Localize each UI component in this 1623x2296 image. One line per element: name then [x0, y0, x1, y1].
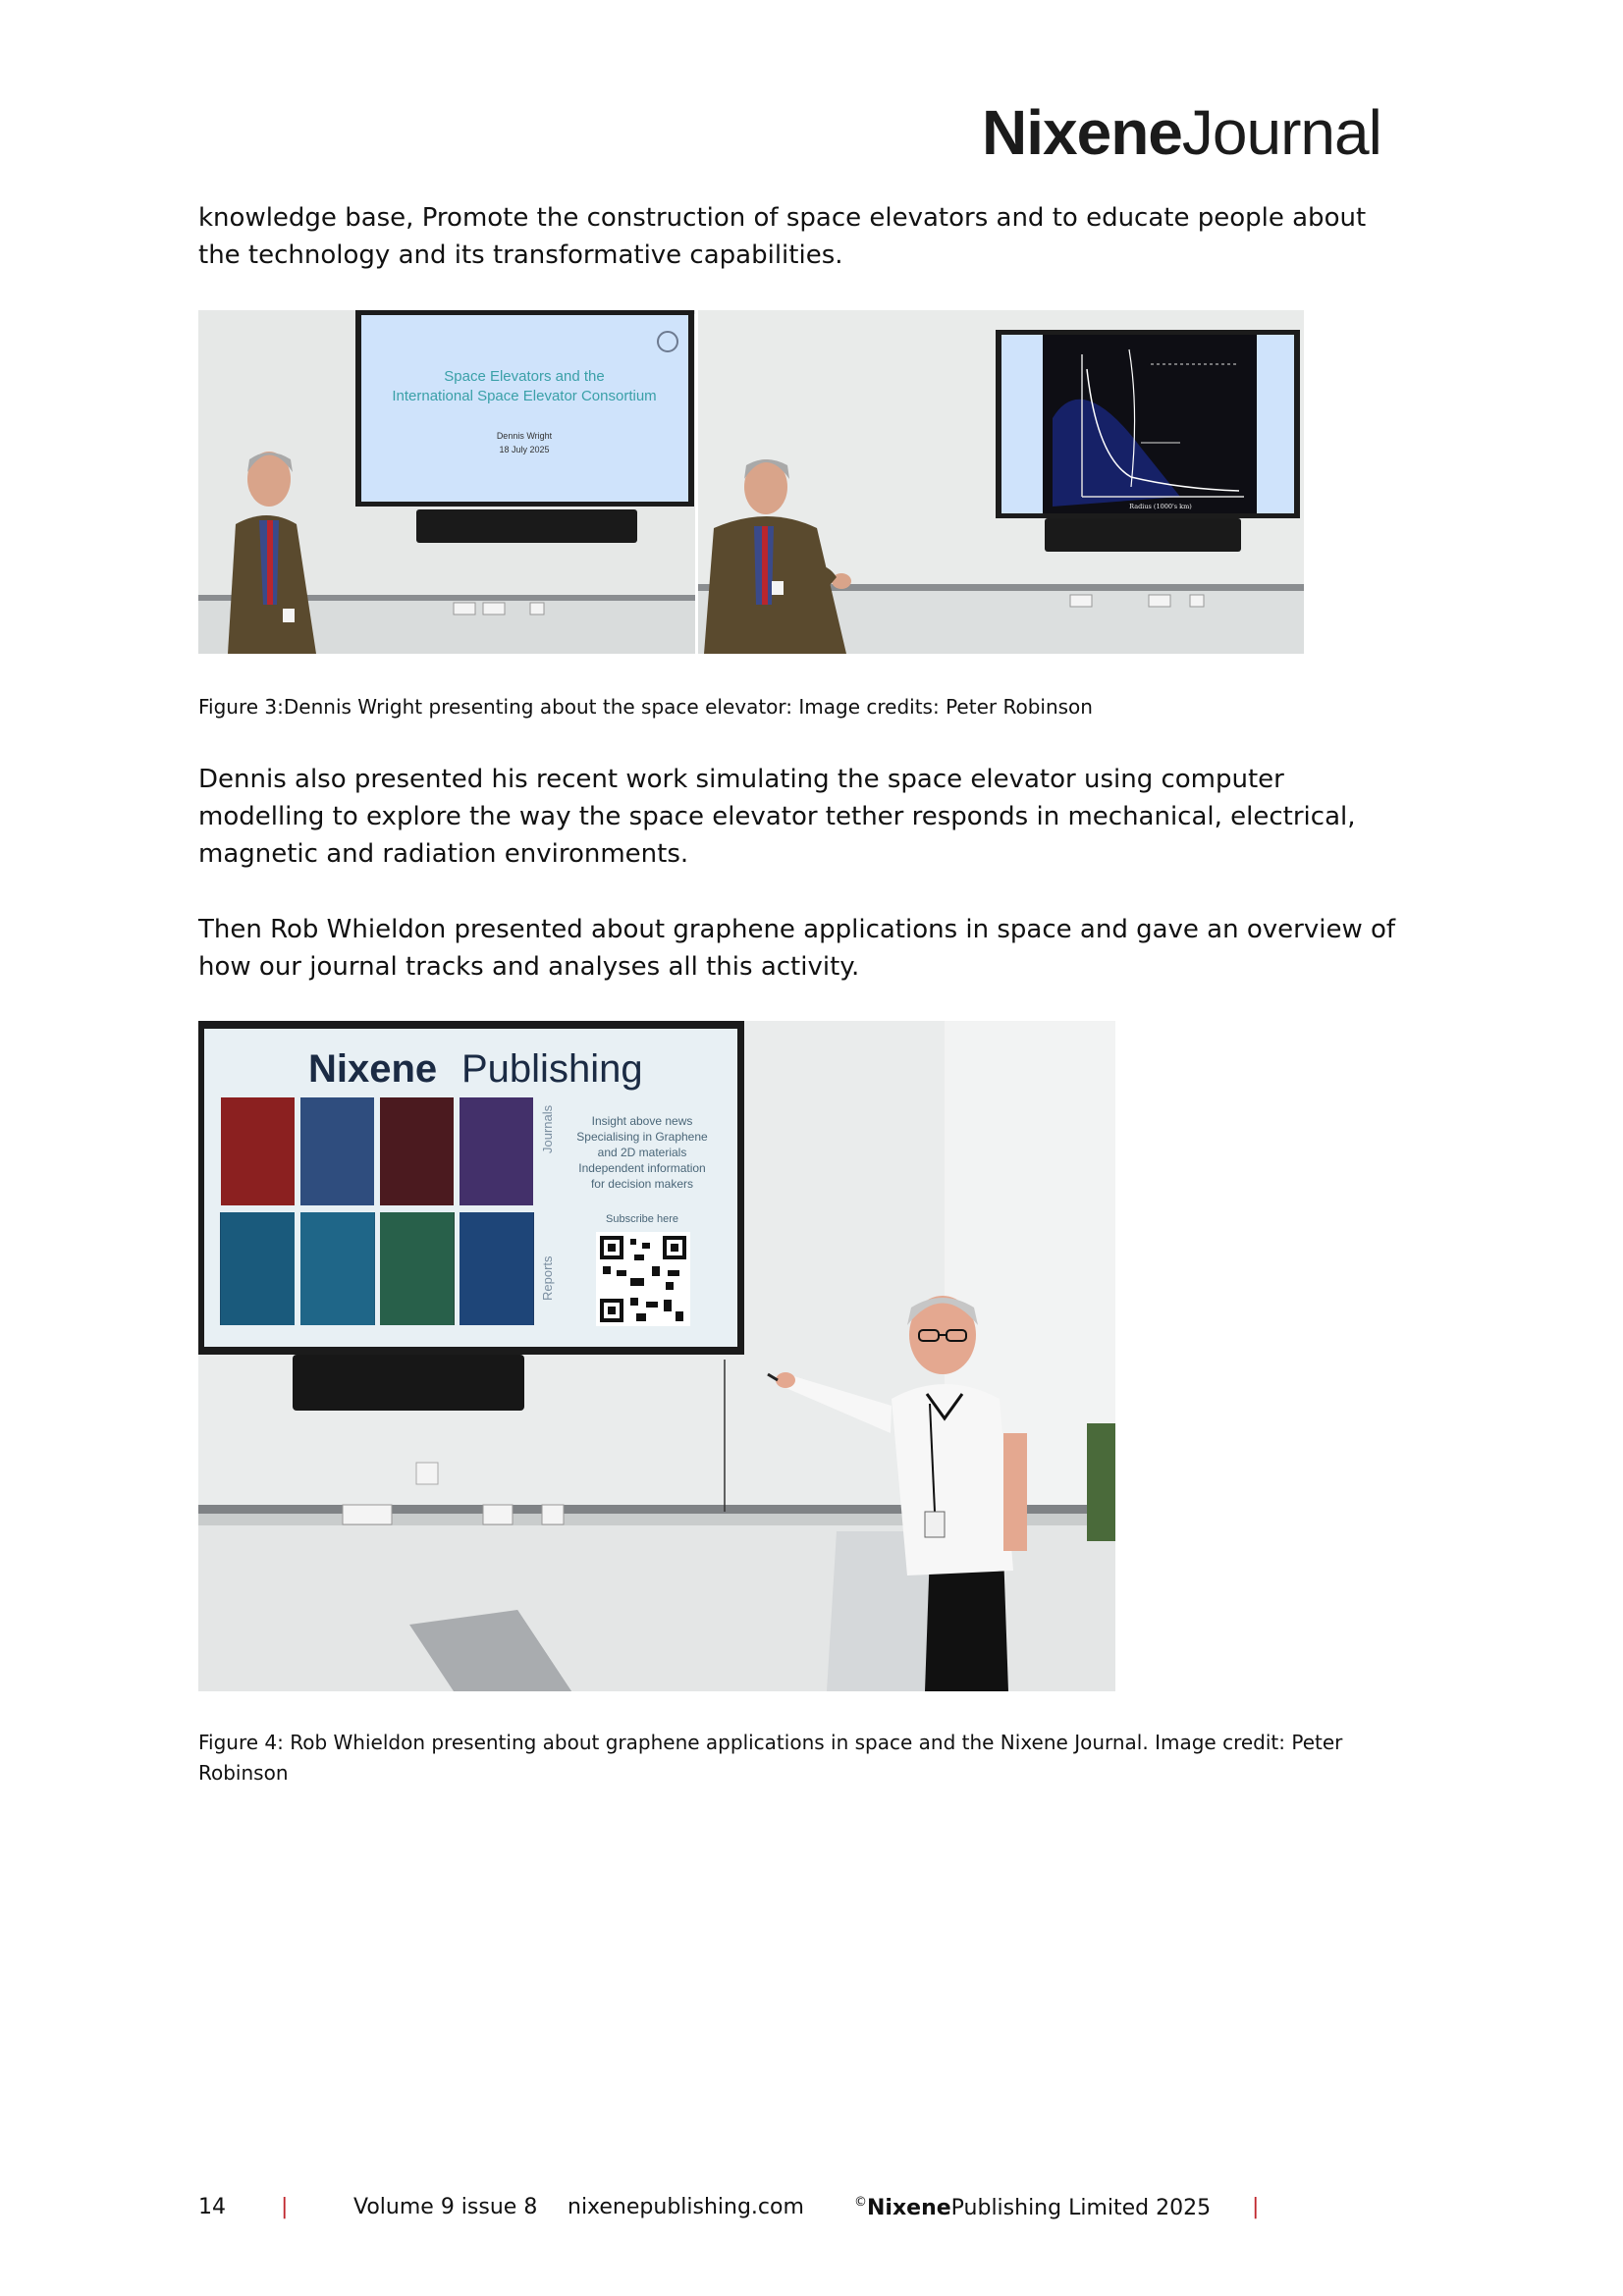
soundbar [416, 509, 637, 543]
slide-title-line-2: International Space Elevator Consortium [392, 388, 657, 404]
soundbar-right [1045, 518, 1241, 552]
logo-light: Journal [1181, 97, 1381, 168]
screen-reports-label: Reports [540, 1255, 555, 1301]
slide-title-line-1: Space Elevators and the [444, 368, 605, 385]
figure-3-left-panel [198, 310, 697, 654]
figure-4-photo [198, 1021, 1115, 1691]
footer-separator-left: | [281, 2195, 289, 2219]
figure-4-caption: Figure 4: Rob Whieldon presenting about graphene applications in space and the Nixene Journal. Image credit: Peter Robinson [198, 1731, 1343, 1785]
copyright-symbol: © [854, 2195, 867, 2210]
page-footer [0, 2195, 1623, 2224]
footer-copyright [854, 2195, 1211, 2220]
logo-bold: Nixene [982, 97, 1182, 168]
page-number: 14 [198, 2195, 226, 2219]
footer-separator-right: | [1252, 2195, 1260, 2219]
body-paragraph-1: knowledge base, Promote the construction of space elevators and to educate people about the technology and its transformative capabilities. [198, 203, 1367, 270]
figure-3-photo [198, 310, 1304, 654]
slide-date: 18 July 2025 [499, 445, 550, 454]
slide-author: Dennis Wright [496, 431, 553, 441]
copyright-rest: Publishing Limited 2025 [950, 2196, 1212, 2220]
screen-subscribe: Subscribe here [606, 1213, 678, 1225]
screen-title-light: Publishing [461, 1047, 643, 1091]
screen-text-2: Specialising in Graphene [576, 1130, 708, 1144]
graph-x-label: Radius (1000's km) [1129, 503, 1192, 510]
footer-website[interactable]: nixenepublishing.com [568, 2195, 804, 2219]
journal-logo [982, 96, 1381, 169]
screen-text-4: Independent information [578, 1161, 706, 1175]
screen-text-1: Insight above news [591, 1114, 693, 1128]
footer-volume: Volume 9 issue 8 [353, 2195, 538, 2219]
screen-title-bold: Nixene [308, 1047, 438, 1091]
screen-text-3: and 2D materials [597, 1146, 687, 1159]
screen-text-5: for decision makers [590, 1177, 694, 1191]
copyright-bold: Nixene [867, 2196, 951, 2220]
body-paragraph-2: Dennis also presented his recent work simulating the space elevator using computer modelling to explore the way the space elevator tether responds in mechanical, electrical, magnetic and radiation environments. [198, 765, 1356, 869]
slide-screen [361, 315, 688, 502]
soundbar-fig4 [293, 1355, 524, 1411]
qr-code-icon [596, 1232, 690, 1326]
figure-3-caption: Figure 3:Dennis Wright presenting about the space elevator: Image credits: Peter Robinson [198, 695, 1093, 719]
figure-3-right-panel [698, 310, 1304, 654]
body-paragraph-3: Then Rob Whieldon presented about graphene applications in space and gave an overview of how our journal tracks and analyses all this activity. [198, 915, 1396, 982]
screen-journals-label: Journals [540, 1104, 555, 1153]
window [1087, 1423, 1115, 1541]
